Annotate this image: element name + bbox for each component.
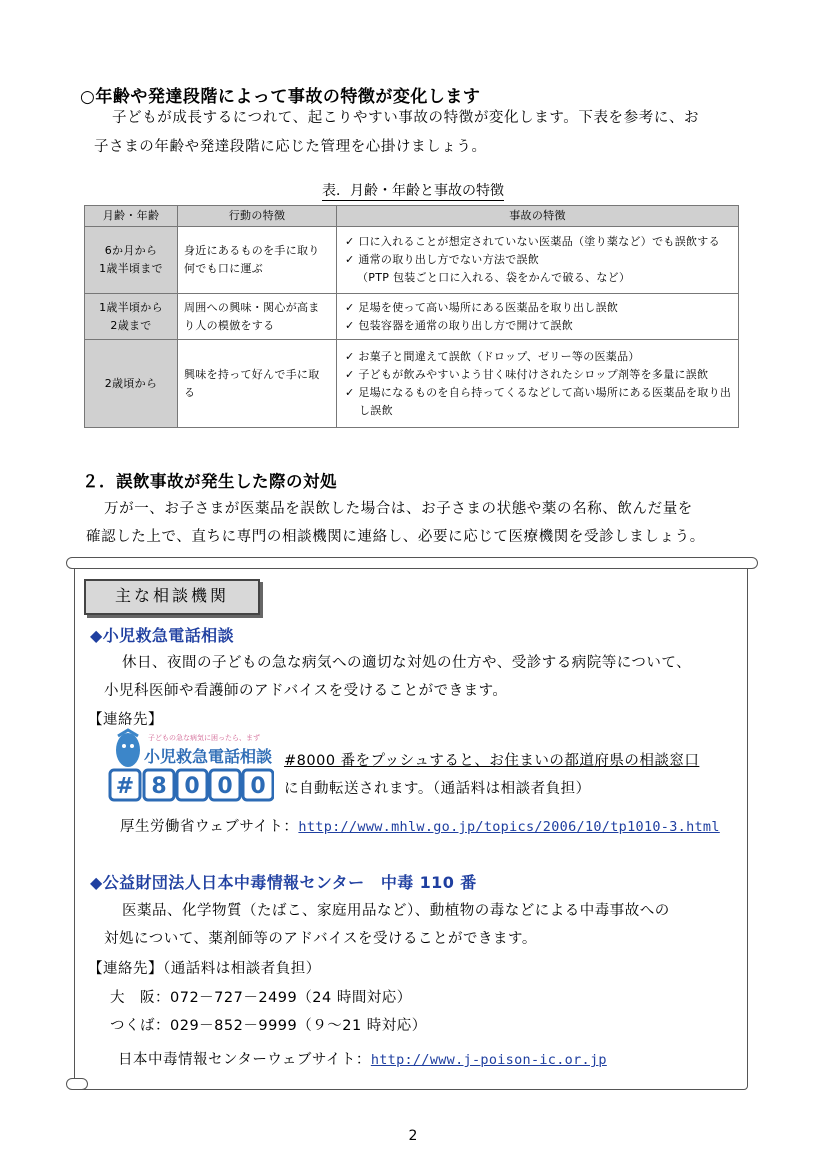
consultation-badge: 主な相談機関 [84,579,260,615]
accident-item: ✓ 口に入れることが想定されていない医薬品（塗り薬など）でも誤飲する [345,235,720,248]
age-text: 2歳まで [110,318,152,332]
behavior-cell: 興味を持って好んで手に取る [178,340,337,428]
age-cell [85,340,178,428]
accident-cell [337,227,739,294]
behavior-cell: 周囲への興味・関心が高まり人の模倣をする [178,294,337,340]
osaka-contact: 大 阪：072－727－2499（24 時間対応） [110,990,412,1006]
response-paragraph-line2: 確認した上で、直ちに専門の相談機関に連絡し、必要に応じて医療機関を受診しましょう。 [86,529,705,545]
intro-paragraph-line2: 子さまの年齢や発達段階に応じた管理を心掛けましょう。 [94,139,487,155]
accident-cell [337,294,739,340]
logo-key: 0 [184,774,200,799]
kids-hotline-title: ◆小児救急電話相談 [90,626,234,645]
table-row [85,227,739,294]
page-number: 2 [408,1128,418,1144]
logo-title: 小児救急電話相談 [144,747,273,766]
logo-tagline: 子どもの急な病気に困ったら、まず [148,734,260,742]
poison-contact-label: 【連絡先】 [88,961,163,977]
logo-key: 8 [151,774,167,799]
mascot-icon [116,730,140,767]
logo-key: # [115,774,135,799]
age-accident-table [84,205,739,428]
age-cell [85,227,178,294]
poison-desc-line1: 医薬品、化学物質（たばこ、家庭用品など）、動植物の毒などによる中毒事故への [122,903,670,919]
table-header-behavior: 行動の特徴 [178,206,337,227]
logo-number-keys [110,770,273,800]
age-text: 2歳頃から [104,376,158,390]
accident-item: ✓ 足場になるものを自ら持ってくるなどして高い場所にある医薬品を取り出し誤飲 [345,385,732,417]
age-text: 1歳半頃まで [99,262,163,275]
scroll-bottom-decoration [66,1078,88,1090]
poison-contact-row [88,955,321,984]
section-heading-age: ○年齢や発達段階によって事故の特徴が変化します [80,87,481,107]
mhlw-site-label: 厚生労働省ウェブサイト： [120,819,299,835]
poison-site-row [118,1046,607,1075]
accident-cell [337,340,739,428]
kids-hotline-logo [108,728,274,802]
accident-item: ✓ 足場を使って高い場所にある医薬品を取り出し誤飲 [345,300,619,314]
table-header-accident: 事故の特徴 [337,206,739,227]
table-header-age: 月齢・年齢 [85,206,178,227]
age-text: 1歳半頃から [99,300,163,314]
table-caption: 表．月齢・年齢と事故の特徴 [322,183,504,199]
table-header-row [85,206,739,227]
poison-desc-line2: 対処について、薬剤師等のアドバイスを受けることができます。 [104,931,537,947]
poison-center-title: ◆公益財団法人日本中毒情報センター 中毒 110 番 [90,873,477,892]
poison-site-link[interactable]: http://www.j-poison-ic.or.jp [370,1052,607,1068]
response-paragraph-line1: 万が一、お子さまが医薬品を誤飲した場合は、お子さまの状態や薬の名称、飲んだ量を [104,501,693,517]
poison-site-label: 日本中毒情報センターウェブサイト： [118,1052,371,1068]
section-heading-response: ２．誤飲事故が発生した際の対処 [82,472,337,491]
mhlw-site-row [120,813,720,842]
mhlw-site-link[interactable]: http://www.mhlw.go.jp/topics/2006/10/tp1010-3.html [298,819,720,835]
kids-contact-label: 【連絡先】 [88,712,163,728]
accident-item: ✓ 包装容器を通常の取り出し方で開けて誤飲 [345,318,574,332]
accident-item: ✓ お菓子と間違えて誤飲（ドロップ、ゼリー等の医薬品） [345,349,640,363]
table-row [85,294,739,340]
tsukuba-contact: つくば：029－852－9999（９～21 時対応） [110,1018,427,1034]
logo-key: 0 [217,774,233,799]
table-row [85,340,739,428]
dial-instruction-line2: に自動転送されます。（通話料は相談者負担） [284,781,591,797]
accident-item: （PTP 包装ごと口に入れる、袋をかんで破る、など） [357,271,631,284]
scroll-top-decoration [66,557,758,569]
kids-hotline-desc-line2: 小児科医師や看護師のアドバイスを受けることができます。 [104,683,508,699]
accident-item: ✓ 通常の取り出し方でない方法で誤飲 [345,253,540,266]
dial-instruction-line1: #8000 番をプッシュすると、お住まいの都道府県の相談窓口 [284,753,700,769]
age-text: 6か月から [104,244,158,257]
accident-item: ✓ 子どもが飲みやすいよう甘く味付けされたシロップ剤等を多量に誤飲 [345,367,709,381]
intro-paragraph-line1: 子どもが成長するにつれて、起こりやすい事故の特徴が変化します。下表を参考に、お [112,110,700,126]
behavior-cell: 身近にあるものを手に取り何でも口に運ぶ [178,227,337,294]
age-cell [85,294,178,340]
logo-key: 0 [250,774,266,799]
kids-hotline-desc-line1: 休日、夜間の子どもの急な病気への適切な対処の仕方や、受診する病院等について、 [122,655,692,671]
poison-contact-note: （通話料は相談者負担） [163,961,321,977]
